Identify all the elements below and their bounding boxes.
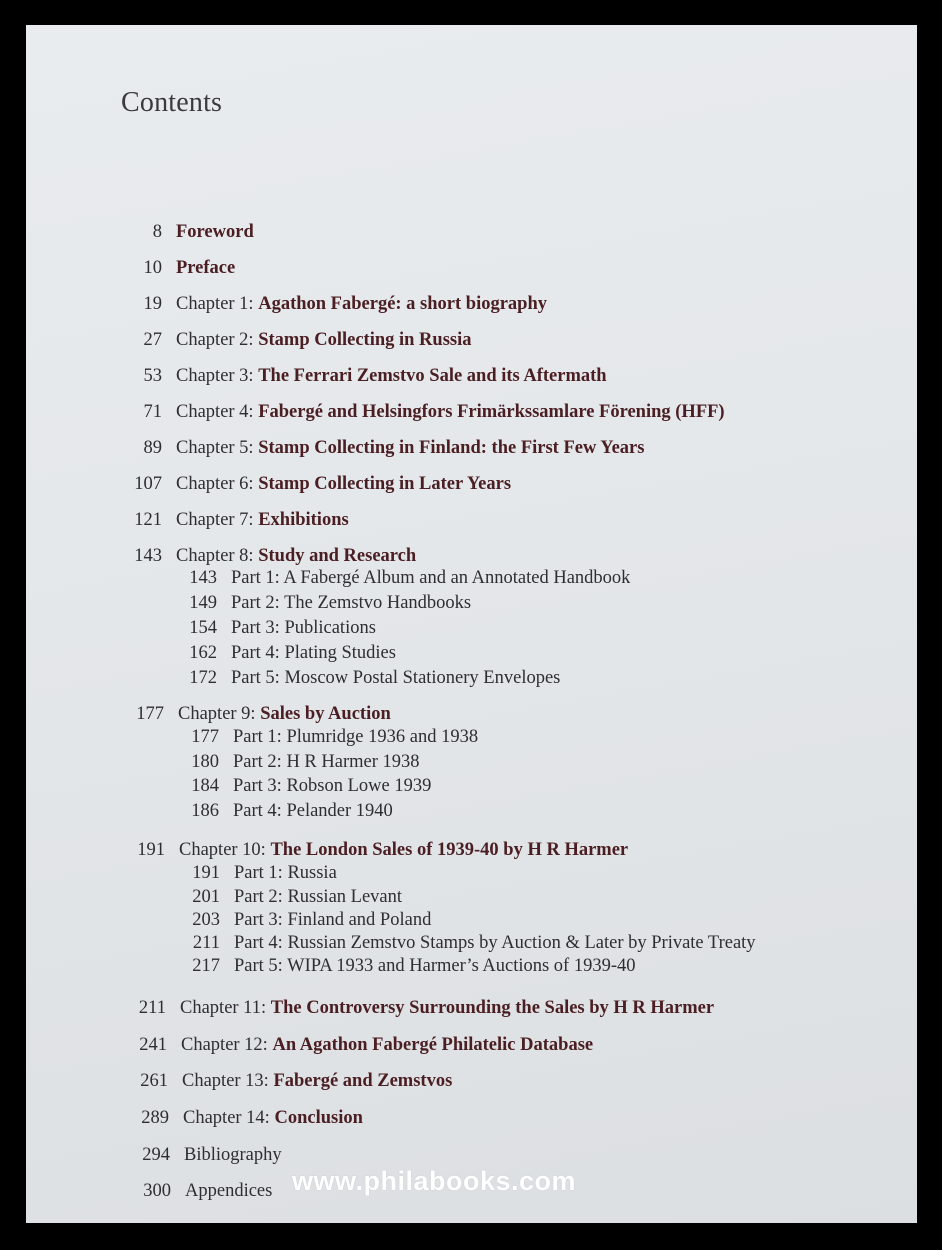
toc-entry-label [182, 1070, 452, 1092]
toc-entry-prefix: Chapter 12: [181, 1035, 268, 1055]
toc-subentry-page-number: 191 [192, 863, 220, 883]
toc-entry-prefix: Chapter 7: [176, 510, 254, 530]
toc-entry-label [176, 221, 254, 243]
toc-entry-label [176, 329, 472, 351]
toc-entry-title: Stamp Collecting in Russia [258, 330, 472, 350]
toc-entry-prefix: Chapter 13: [182, 1071, 269, 1091]
toc-subentry-label: Part 5: Moscow Postal Stationery Envelopes [231, 668, 561, 688]
toc-entry-title: The Ferrari Zemstvo Sale and its Aftermath [258, 366, 607, 386]
toc-page-number: 294 [142, 1145, 170, 1165]
toc-entry-prefix: Chapter 3: [176, 366, 254, 386]
page-title: Contents [121, 87, 223, 118]
toc-subentry-page-number: 154 [189, 618, 217, 638]
toc-entry-title: The Controversy Surrounding the Sales by H R Harmer [270, 998, 715, 1018]
toc-subentry-page-number: 201 [192, 887, 220, 907]
toc-entry-prefix: Chapter 8: [176, 546, 254, 566]
toc-entry-label [184, 1144, 282, 1166]
toc-page-number: 8 [152, 222, 162, 242]
toc-entry-label [176, 545, 416, 567]
toc-page-number: 121 [134, 510, 162, 530]
toc-page-number: 143 [134, 546, 162, 566]
toc-page-number: 107 [134, 474, 162, 494]
toc-subentry-label: Part 4: Pelander 1940 [233, 801, 393, 821]
toc-entry-label [181, 1034, 593, 1056]
toc-entry-label [178, 703, 391, 725]
toc-entry-title: Sales by Auction [260, 704, 391, 724]
toc-entry-label [176, 257, 235, 279]
toc-subentry-label: Part 1: A Fabergé Album and an Annotated Handbook [231, 568, 631, 588]
toc-entry-label [176, 365, 607, 387]
toc-page-number: 211 [138, 998, 166, 1018]
toc-subentry-page-number: 180 [191, 752, 219, 772]
toc-entry-title: Fabergé and Zemstvos [273, 1071, 453, 1091]
toc-entry-prefix: Chapter 9: [178, 704, 256, 724]
toc-entry-label [176, 473, 511, 495]
toc-entry-prefix: Chapter 11: [180, 998, 267, 1018]
watermark: www.philabooks.com [292, 1166, 577, 1196]
toc-page-number: 10 [143, 258, 162, 278]
toc-entry-prefix: Chapter 4: [176, 402, 254, 422]
toc-page-number: 71 [143, 402, 162, 422]
toc-subentry-label: Part 2: Russian Levant [234, 887, 403, 907]
table-of-contents [26, 25, 917, 1223]
toc-subentry-page-number: 149 [189, 593, 217, 613]
toc-entry-label [176, 401, 725, 423]
toc-subentry-page-number: 162 [189, 643, 217, 663]
toc-page-number: 241 [139, 1035, 167, 1055]
toc-subentry-label: Part 3: Robson Lowe 1939 [233, 776, 432, 796]
toc-subentry-label: Part 4: Russian Zemstvo Stamps by Auction & Later by Private Treaty [234, 933, 756, 953]
toc-entry-title: Stamp Collecting in Later Years [258, 474, 512, 494]
toc-entry-title: An Agathon Fabergé Philatelic Database [272, 1035, 594, 1055]
toc-page-number: 261 [140, 1071, 168, 1091]
toc-page-number: 300 [143, 1181, 171, 1201]
toc-entry-title: Fabergé and Helsingfors Frimärkssamlare Förening (HFF) [258, 402, 725, 422]
toc-entry-title: Agathon Fabergé: a short biography [258, 294, 548, 314]
toc-entry-prefix: Bibliography [184, 1145, 282, 1165]
toc-page-number: 191 [137, 840, 165, 860]
toc-entry-prefix: Chapter 14: [183, 1108, 270, 1128]
toc-subentry-label: Part 2: H R Harmer 1938 [233, 752, 420, 772]
toc-subentry-label: Part 3: Finland and Poland [234, 910, 432, 930]
toc-entry-prefix: Appendices [185, 1181, 273, 1201]
book-page [26, 25, 917, 1223]
toc-page-number: 89 [143, 438, 162, 458]
toc-subentry-label: Part 4: Plating Studies [231, 643, 396, 663]
toc-entry-title: Exhibitions [258, 510, 349, 530]
toc-subentry-page-number: 217 [192, 956, 220, 976]
toc-entry-label [179, 839, 628, 861]
toc-page-number: 289 [141, 1108, 169, 1128]
toc-subentry-label: Part 1: Russia [234, 863, 337, 883]
toc-entry-label [180, 997, 714, 1019]
toc-entry-label [176, 437, 644, 459]
toc-page-number: 19 [143, 294, 162, 314]
toc-entry-label [176, 293, 547, 315]
toc-entry-prefix: Chapter 10: [179, 840, 266, 860]
toc-page-number: 53 [143, 366, 162, 386]
toc-subentry-label: Part 1: Plumridge 1936 and 1938 [233, 727, 479, 747]
toc-subentry-page-number: 184 [191, 776, 219, 796]
toc-page-number: 27 [143, 330, 162, 350]
toc-entry-title: Stamp Collecting in Finland: the First Few Years [258, 438, 645, 458]
toc-entry-prefix: Chapter 2: [176, 330, 254, 350]
toc-subentry-page-number: 186 [191, 801, 219, 821]
toc-subentry-page-number: 177 [191, 727, 219, 747]
toc-entry-title: Preface [176, 258, 236, 278]
toc-subentry-page-number: 211 [192, 933, 220, 953]
toc-entry-title: Foreword [176, 222, 254, 242]
toc-subentry-label: Part 2: The Zemstvo Handbooks [231, 593, 472, 613]
toc-subentry-label: Part 5: WIPA 1933 and Harmer’s Auctions of 1939-40 [234, 956, 636, 976]
toc-entry-prefix: Chapter 1: [176, 294, 254, 314]
toc-subentry-page-number: 203 [192, 910, 220, 930]
toc-subentry-label: Part 3: Publications [231, 618, 376, 638]
toc-entry-prefix: Chapter 5: [176, 438, 254, 458]
toc-subentry-page-number: 172 [189, 668, 217, 688]
toc-entry-title: Conclusion [274, 1108, 363, 1128]
toc-entry-title: The London Sales of 1939-40 by H R Harmer [270, 840, 629, 860]
toc-entry-title: Study and Research [258, 546, 417, 566]
toc-page-number: 177 [136, 704, 164, 724]
toc-entry-label [185, 1180, 272, 1202]
toc-entry-label [176, 509, 349, 531]
toc-entry-prefix: Chapter 6: [176, 474, 254, 494]
toc-entry-label [183, 1107, 363, 1129]
toc-subentry-page-number: 143 [189, 568, 217, 588]
